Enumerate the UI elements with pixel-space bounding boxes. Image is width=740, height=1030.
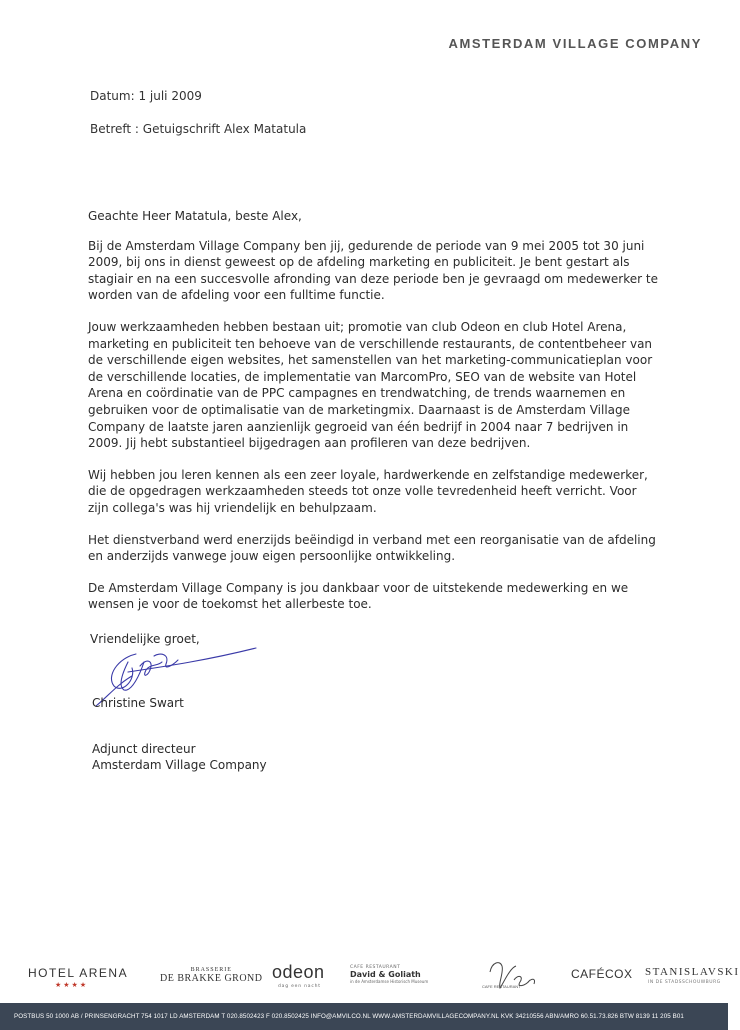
david-goliath-logo xyxy=(350,965,428,984)
neva-name: Neva xyxy=(518,996,521,997)
hotel-arena-logo: HOTEL ARENA xyxy=(28,966,129,980)
signer-title-block xyxy=(92,741,267,773)
footer-address: POSTBUS 50 1000 AB / PRINSENGRACHT 754 1017 LD AMSTERDAM T 020.8502423 F 020.8502425 INFO@AMVILCO.NL WWW.AMSTERDAMVILLAGECOMPANY.NL KVK 34210556 ABN/AMRO 60.51.73.826 BTW 8139 11 205 B01 xyxy=(14,1013,684,1020)
closing: Vriendelijke groet, xyxy=(90,632,200,646)
brakke-grond-top: BRASSERIE xyxy=(190,967,232,973)
david-goliath-top: CAFE RESTAURANT xyxy=(350,965,401,970)
signer-company: Amsterdam Village Company xyxy=(92,758,267,772)
salutation: Geachte Heer Matatula, beste Alex, xyxy=(88,209,302,223)
paragraph-thanks: De Amsterdam Village Company is jou dankbaar voor de uitstekende medewerking en we wensen je voor de toekomst het allerbeste toe. xyxy=(88,580,629,612)
paragraph-termination: Het dienstverband werd enerzijds beëindigd in verband met een reorganisatie van de afdeling en anderzijds vanwege jouw eigen persoonlijke ontwikkeling. xyxy=(88,532,656,564)
paragraph-character: Wij hebben jou leren kennen als een zeer loyale, hardwerkende en zelfstandige medewerker, die de opgedragen werkzaamheden steeds tot onze volle tevredenheid heeft verricht. Voor zijn collega's was hij vriendelijk en behulpzaam. xyxy=(88,467,648,515)
paragraph-employment: Bij de Amsterdam Village Company ben jij, gedurende de periode van 9 mei 2005 tot 30 juni 2009, bij ons in dienst geweest op de afdeling marketing en publiciteit. Je bent gestart als stagiair en na een succesvolle afronding van deze periode ben je gevraagd om medewerker te worden van de afdeling voor een fulltime functie. xyxy=(88,238,658,303)
paragraph-tasks: Jouw werkzaamheden hebben bestaan uit; promotie van club Odeon en club Hotel Arena, marketing en publiciteit ten behoeve van de verschillende restaurants, de contentbeheer van de verschillende eigen websites, het samenstellen van het marketing-communicatieplan voor de verschillende locaties, de implementatie van MarcomPro, SEO van de website van Hotel Arena en coördinatie van de PPC campagnes en trendwatching, de trends waarnemen en gebruiken voor de optimalisatie van de marketingmix. Daarnaast is de Amsterdam Village Company de laatste jaren aanzienlijk gegroeid van één bedrijf in 2004 naar 7 bedrijven in 2009. Jij hebt substantieel bijgedragen aan profileren van deze bedrijven. xyxy=(88,319,653,451)
letter-date: Datum: 1 juli 2009 xyxy=(90,89,202,103)
neva-logo xyxy=(470,952,550,997)
signer-role: Adjunct directeur xyxy=(92,742,196,756)
company-letterhead: AMSTERDAM VILLAGE COMPANY xyxy=(448,36,702,51)
odeon-tagline: dag een nacht xyxy=(278,984,321,989)
stanislavski-tagline: IN DE STADSSCHOUWBURG xyxy=(648,980,721,985)
signer-name: Christine Swart xyxy=(92,696,184,710)
odeon-logo: odeon xyxy=(272,962,325,982)
david-goliath-sub: in de Amsterdamse Historisch Museum xyxy=(350,979,429,984)
letter-subject: Betreft : Getuigschrift Alex Matatula xyxy=(90,122,307,136)
cafecox-logo: CAFÉCOX xyxy=(571,967,633,981)
hotel-arena-stars: ★★★★ xyxy=(55,981,89,989)
brakke-grond-main: DE BRAKKE GROND xyxy=(160,973,263,984)
footer-bar xyxy=(0,1003,728,1030)
brand-logos-strip xyxy=(0,952,740,997)
stanislavski-logo: STANISLAVSKI xyxy=(645,966,740,978)
brakke-grond-logo xyxy=(160,967,263,984)
david-goliath-main: David & Goliath xyxy=(350,970,421,979)
letter-body xyxy=(88,208,660,628)
neva-sub: CAFE RESTAURANT xyxy=(482,984,521,989)
